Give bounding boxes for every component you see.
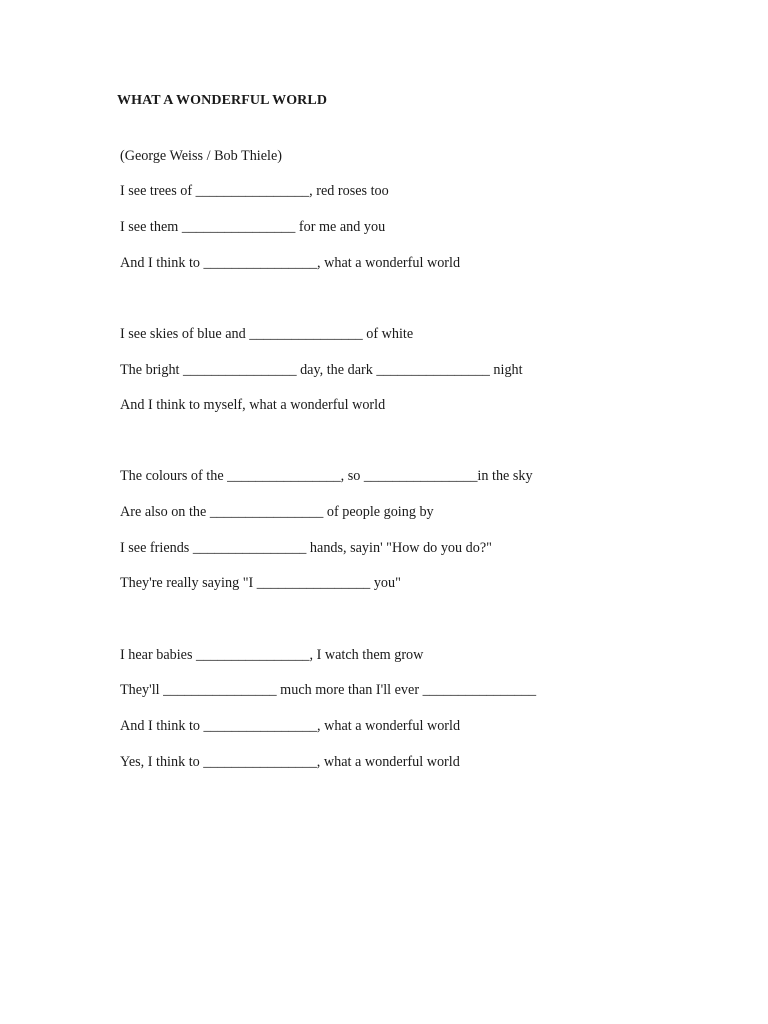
song-title: WHAT A WONDERFUL WORLD — [117, 93, 328, 108]
lyric-line-verse1-1: I see trees of ________________, red roses too — [120, 183, 389, 199]
lyric-line-verse2-2: The bright ________________ day, the dark ________________ night — [120, 362, 523, 378]
lyric-line-verse3-2: Are also on the ________________ of people going by — [120, 504, 434, 520]
song-credit: (George Weiss / Bob Thiele) — [120, 148, 282, 164]
lyric-line-verse3-1: The colours of the ________________, so ________________in the sky — [120, 468, 533, 484]
lyric-line-verse4-4: Yes, I think to ________________, what a wonderful world — [120, 754, 460, 770]
lyric-line-verse1-3: And I think to ________________, what a wonderful world — [120, 255, 461, 271]
lyric-line-verse4-1: I hear babies ________________, I watch them grow — [120, 647, 424, 663]
lyric-line-verse1-2: I see them ________________ for me and you — [120, 219, 386, 235]
lyric-line-verse3-4: They're really saying "I ________________ you" — [120, 575, 401, 591]
lyric-line-verse2-3: And I think to myself, what a wonderful world — [120, 397, 386, 413]
lyric-line-verse4-2: They'll ________________ much more than I'll ever ________________ — [120, 682, 537, 698]
lyric-line-verse4-3: And I think to ________________, what a wonderful world — [120, 718, 461, 734]
lyric-line-verse3-3: I see friends ________________ hands, sayin' "How do you do?" — [120, 540, 492, 556]
lyric-line-verse2-1: I see skies of blue and ________________ of white — [120, 326, 414, 342]
